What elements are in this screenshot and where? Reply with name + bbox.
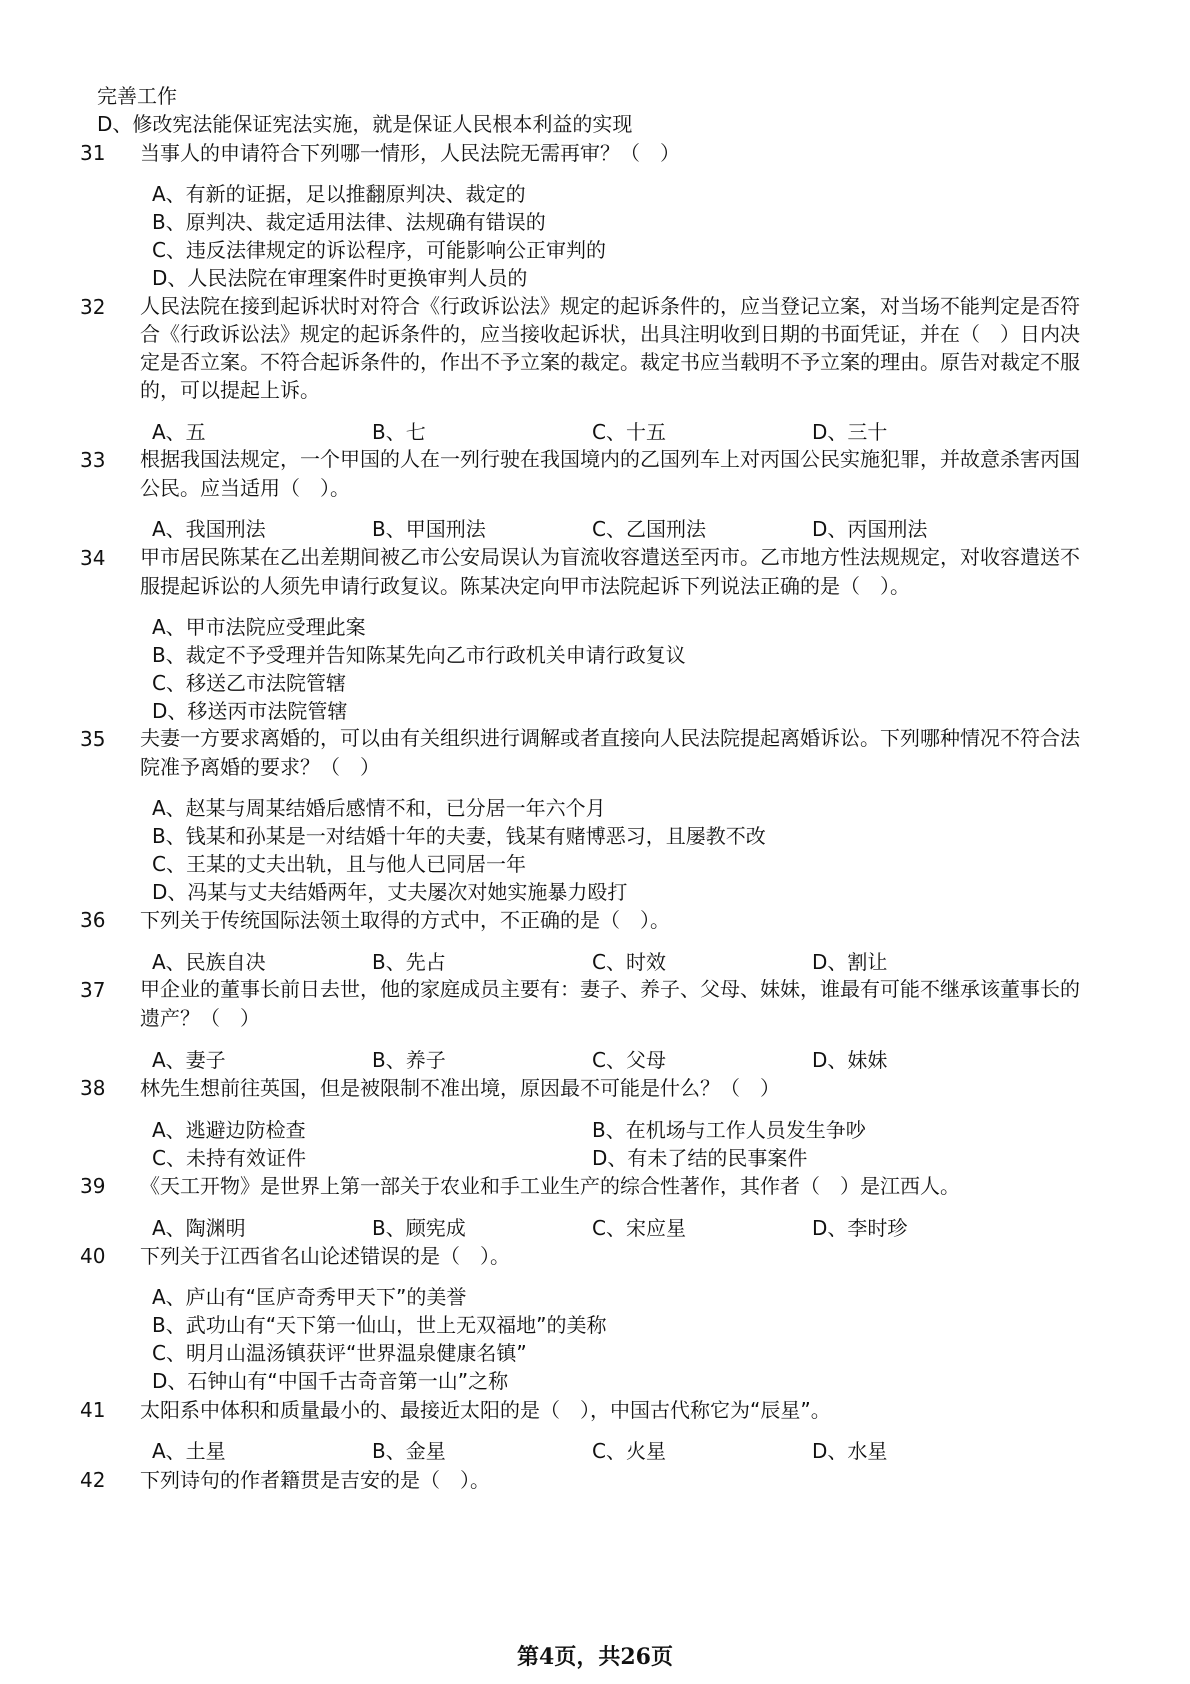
option-d: D、人民法院在审理案件时更换审判人员的 [152, 266, 528, 290]
option-b: B、甲国刑法 [372, 517, 486, 541]
question-stem: 下列关于江西省名山论述错误的是（ ）。 [140, 1244, 510, 1268]
option-d: D、有未了结的民事案件 [592, 1146, 808, 1170]
question-stem: 甲企业的董事长前日去世，他的家庭成员主要有：妻子、养子、父母、妹妹，谁最有可能不继承该董事长的遗产？（ ） [140, 977, 1080, 1030]
question-number: 31 [80, 141, 106, 165]
option-c: C、火星 [592, 1439, 666, 1463]
option-d: D、三十 [812, 420, 888, 444]
option-c: C、明月山温汤镇获评“世界温泉健康名镇” [152, 1341, 527, 1365]
question-number: 36 [80, 908, 106, 932]
question-stem: 当事人的申请符合下列哪一情形，人民法院无需再审？（ ） [140, 141, 680, 165]
option-b: B、七 [372, 420, 426, 444]
option-d: D、割让 [812, 950, 888, 974]
option-a: A、民族自决 [152, 950, 266, 974]
question-stem: 根据我国法规定，一个甲国的人在一列行驶在我国境内的乙国列车上对丙国公民实施犯罪，并故意杀害丙国公民。应当适用（ ）。 [140, 447, 1080, 500]
option-b: B、原判决、裁定适用法律、法规确有错误的 [152, 210, 546, 234]
option-b: B、在机场与工作人员发生争吵 [592, 1118, 866, 1142]
question-stem: 下列诗句的作者籍贯是吉安的是（ ）。 [140, 1468, 490, 1492]
option-c: C、未持有效证件 [152, 1146, 306, 1170]
continued-option-d: D、修改宪法能保证宪法实施，就是保证人民根本利益的实现 [97, 112, 633, 136]
option-d: D、李时珍 [812, 1216, 908, 1240]
option-c: C、违反法律规定的诉讼程序，可能影响公正审判的 [152, 238, 606, 262]
question-number: 40 [80, 1244, 106, 1268]
question-stem: 人民法院在接到起诉状时对符合《行政诉讼法》规定的起诉条件的，应当登记立案，对当场不能判定是否符合《行政诉讼法》规定的起诉条件的，应当接收起诉状，出具注明收到日期的书面凭证，并在（ ）日内决定是否立案。不符合起诉条件的，作出不予立案的裁定。裁定书应当载明不予立案的理由。原告对裁定不服的，可以提起上诉。 [140, 294, 1080, 402]
option-b: B、武功山有“天下第一仙山，世上无双福地”的美称 [152, 1313, 607, 1337]
option-c: C、时效 [592, 950, 666, 974]
option-b: B、钱某和孙某是一对结婚十年的夫妻，钱某有赌博恶习，且屡教不改 [152, 824, 766, 848]
option-c: C、宋应星 [592, 1216, 686, 1240]
question-stem: 太阳系中体积和质量最小的、最接近太阳的是（ ），中国古代称它为“辰星”。 [140, 1398, 831, 1422]
option-a: A、土星 [152, 1439, 226, 1463]
question-stem: 甲市居民陈某在乙出差期间被乙市公安局误认为盲流收容遣送至丙市。乙市地方性法规规定，对收容遣送不服提起诉讼的人须先申请行政复议。陈某决定向甲市法院起诉下列说法正确的是（ ）。 [140, 545, 1080, 598]
option-a: A、五 [152, 420, 206, 444]
option-d: D、丙国刑法 [812, 517, 928, 541]
option-a: A、庐山有“匡庐奇秀甲天下”的美誉 [152, 1285, 467, 1309]
option-c: C、王某的丈夫出轨，且与他人已同居一年 [152, 852, 526, 876]
option-c: C、乙国刑法 [592, 517, 706, 541]
option-b: B、顾宪成 [372, 1216, 466, 1240]
continued-text: 完善工作 [97, 84, 177, 108]
option-c: C、父母 [592, 1048, 666, 1072]
option-d: D、移送丙市法院管辖 [152, 699, 348, 723]
question-number: 38 [80, 1076, 106, 1100]
option-b: B、先占 [372, 950, 446, 974]
question-stem: 夫妻一方要求离婚的，可以由有关组织进行调解或者直接向人民法院提起离婚诉讼。下列哪种情况不符合法院准予离婚的要求？（ ） [140, 726, 1080, 779]
option-a: A、妻子 [152, 1048, 226, 1072]
option-d: D、冯某与丈夫结婚两年，丈夫屡次对她实施暴力殴打 [152, 880, 628, 904]
option-c: C、移送乙市法院管辖 [152, 671, 346, 695]
option-d: D、石钟山有“中国千古奇音第一山”之称 [152, 1369, 509, 1393]
option-a: A、有新的证据，足以推翻原判决、裁定的 [152, 182, 526, 206]
question-number: 41 [80, 1398, 106, 1422]
page-footer: 第4页，共26页 [517, 1644, 673, 1670]
option-c: C、十五 [592, 420, 666, 444]
option-d: D、水星 [812, 1439, 888, 1463]
option-b: B、金星 [372, 1439, 446, 1463]
question-stem: 《天工开物》是世界上第一部关于农业和手工业生产的综合性著作，其作者（ ）是江西人。 [140, 1174, 960, 1198]
option-b: B、养子 [372, 1048, 446, 1072]
option-a: A、赵某与周某结婚后感情不和，已分居一年六个月 [152, 796, 606, 820]
option-a: A、甲市法院应受理此案 [152, 615, 366, 639]
question-number: 34 [80, 546, 106, 570]
question-number: 37 [80, 978, 106, 1002]
option-b: B、裁定不予受理并告知陈某先向乙市行政机关申请行政复议 [152, 643, 686, 667]
option-a: A、我国刑法 [152, 517, 266, 541]
option-a: A、逃避边防检查 [152, 1118, 306, 1142]
question-stem: 下列关于传统国际法领土取得的方式中，不正确的是（ ）。 [140, 908, 670, 932]
question-number: 39 [80, 1174, 106, 1198]
question-stem: 林先生想前往英国，但是被限制不准出境，原因最不可能是什么？（ ） [140, 1076, 780, 1100]
question-number: 32 [80, 295, 106, 319]
question-number: 33 [80, 448, 106, 472]
question-number: 42 [80, 1468, 106, 1492]
option-a: A、陶渊明 [152, 1216, 246, 1240]
question-number: 35 [80, 727, 106, 751]
option-d: D、妹妹 [812, 1048, 888, 1072]
